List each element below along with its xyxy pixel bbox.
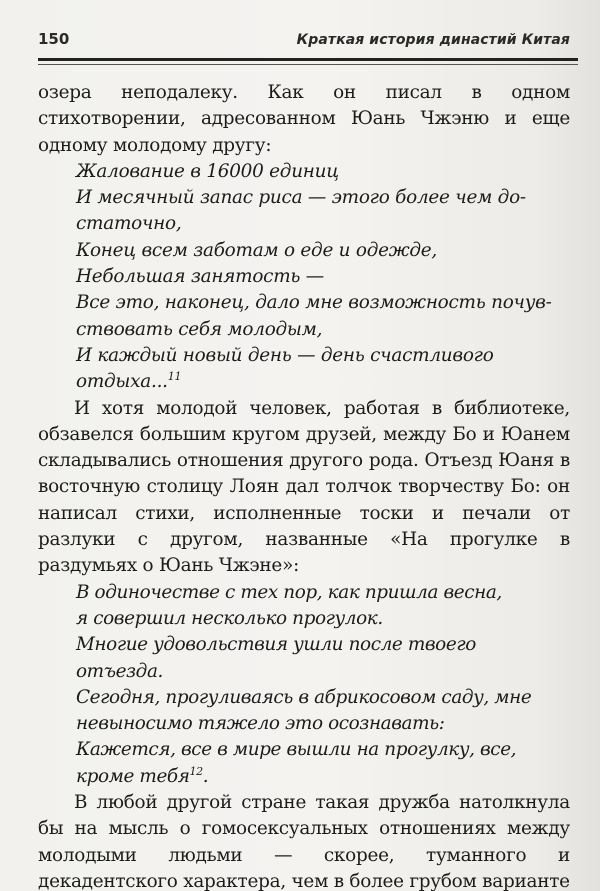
body-text	[38, 80, 570, 891]
poem2-line-6: невыносимо тяжело это осознавать:	[76, 713, 445, 735]
poem2-line-8-text: кроме тебя	[76, 765, 190, 787]
poem1-line-9-text: отдыха...	[76, 371, 168, 393]
header-rule-thick	[38, 58, 578, 61]
poem2-line-5: Сегодня, прогуливаясь в абрикосовом саду, мне	[76, 686, 532, 708]
poem-quote-2	[38, 580, 570, 790]
poem2-line-4: отъезда.	[76, 660, 163, 682]
paragraph-intro: озера неподалеку. Как он писал в одном стихотворении, адресованном Юань Чжэню и еще одному молодому другу:	[38, 82, 570, 156]
poem1-line-4: Конец всем заботам о еде и одежде,	[76, 239, 438, 261]
running-title: Краткая история династий Китая	[296, 32, 570, 48]
paragraph-friendship: В любой другой стране такая дружба натолкнула бы на мысль о гомосексуальных отношениях между молодыми людьми — скорее, туманного и декадентского характера, чем в более грубом варианте	[38, 792, 570, 891]
poem1-line-8: И каждый новый день — день счастливого	[76, 344, 494, 366]
poem1-line-2: И месячный запас риса — этого более чем до-	[76, 187, 526, 209]
poem2-line-8-period: .	[202, 765, 209, 787]
poem1-line-3: статочно,	[76, 213, 182, 235]
poem2-line-7: Кажется, все в мире вышли на прогулку, все,	[76, 739, 517, 761]
poem1-line-7: ствовать себя молодым,	[76, 318, 323, 340]
poem2-line-2: я совершил несколько прогулок.	[76, 607, 383, 629]
poem2-line-3: Многие удовольствия ушли после твоего	[76, 634, 476, 656]
footnote-ref-12: 12	[189, 764, 203, 778]
poem1-line-5: Небольшая занятость —	[76, 266, 324, 288]
footnote-ref-11: 11	[167, 370, 182, 384]
running-head	[38, 30, 570, 54]
poem2-line-1: В одиночестве с тех пор, как пришла весна,	[76, 581, 502, 603]
poem-quote-1	[38, 159, 570, 396]
poem1-line-9	[76, 369, 570, 395]
poem1-line-1: Жалование в 16000 единиц	[76, 160, 339, 182]
paragraph-library: И хотя молодой человек, работая в библиотеке, обзавелся большим кругом друзей, между Бо и Юанем складывались отношения другого рода. Отъезд Юаня в восточную столицу Лоян дал толчок творчеству Бо: он написал стихи, исполненные тоски и печали от разлуки с другом, названные «На прогулке в раздумьях о Юань Чжэне»:	[38, 397, 570, 577]
page-number: 150	[38, 30, 70, 48]
poem2-line-8	[76, 764, 570, 790]
poem1-line-6: Все это, наконец, дало мне возможность почув-	[76, 292, 552, 314]
header-rule-thin	[38, 64, 578, 65]
